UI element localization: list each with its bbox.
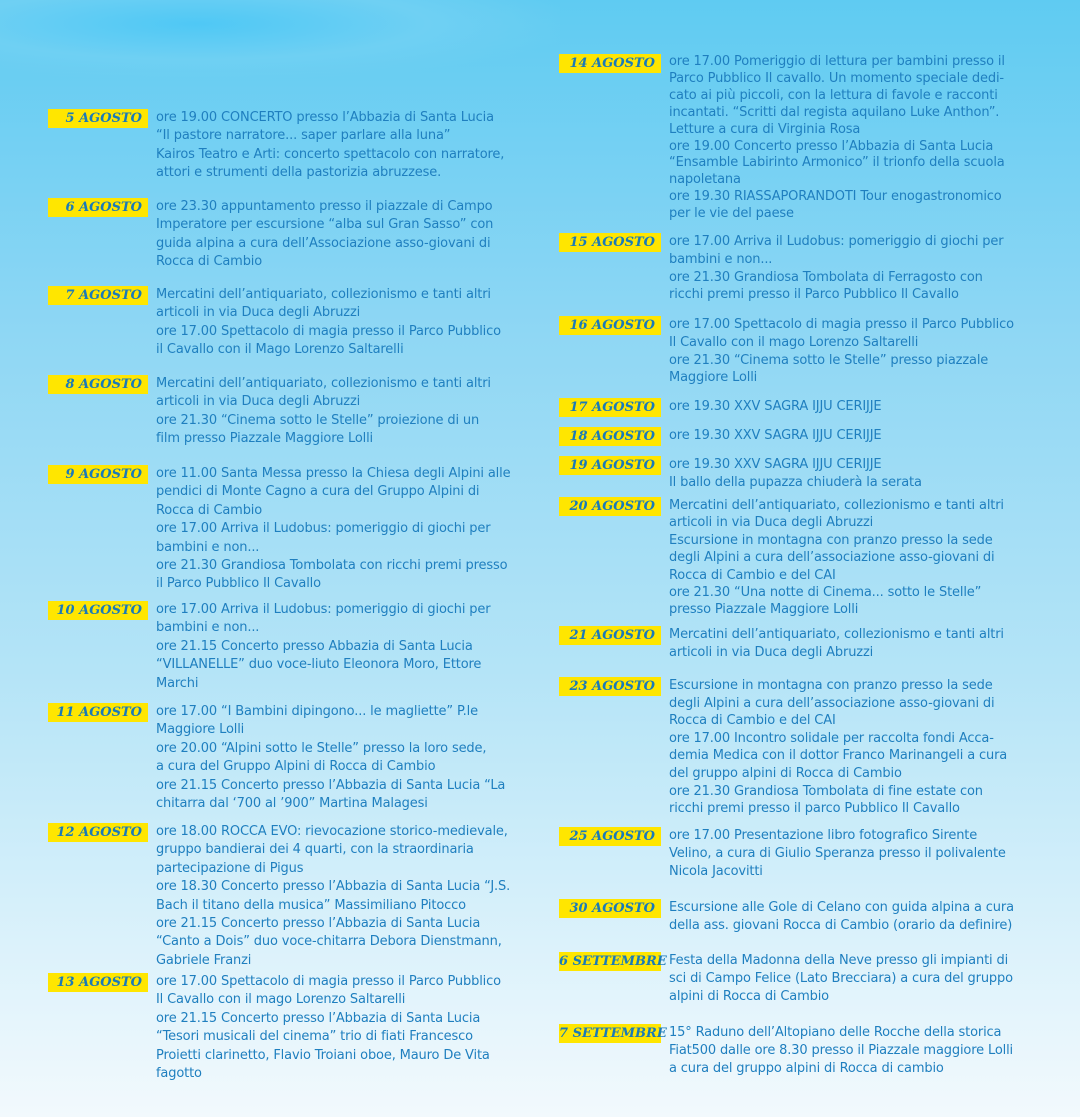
- event-description-line: ore 21.15 Concerto presso l’Abbazia di Santa Lucia “La: [156, 777, 506, 793]
- event-description-line: “Tesori musicali del cinema” trio di fiati Francesco: [156, 1029, 473, 1045]
- event-date-badge: 10 AGOSTO: [48, 601, 148, 620]
- event-date-badge: 15 AGOSTO: [559, 233, 661, 252]
- event-description-line: “VILLANELLE” duo voce-liuto Eleonora Moro, Ettore: [156, 657, 482, 673]
- event-description-line: Il ballo della pupazza chiuderà la serata: [669, 474, 922, 490]
- event-description-line: il Cavallo con il Mago Lorenzo Saltarelli: [156, 342, 404, 358]
- event-description-line: Imperatore per escursione “alba sul Gran Sasso” con: [156, 217, 494, 233]
- event-description: [156, 465, 510, 594]
- event-description-line: ore 19.00 CONCERTO presso l’Abbazia di Santa Lucia: [156, 110, 494, 125]
- event-date-badge: 11 AGOSTO: [48, 703, 148, 722]
- event-date-badge: 19 AGOSTO: [559, 456, 661, 475]
- event-date-badge: 20 AGOSTO: [559, 497, 661, 516]
- event-description-line: 15° Raduno dell’Altopiano delle Rocche della storica: [669, 1025, 1002, 1040]
- event-date-badge: 18 AGOSTO: [559, 427, 661, 446]
- event-date-badge: 21 AGOSTO: [559, 626, 661, 645]
- event-description-line: Festa della Madonna della Neve presso gli impianti di: [669, 953, 1009, 968]
- event-date-badge: 6 AGOSTO: [48, 198, 148, 217]
- event-description-line: ore 21.15 Concerto presso l’Abbazia di Santa Lucia: [156, 916, 481, 932]
- event-description-line: incantati. “Scritti dal regista aquilano Luke Anthon”.: [669, 104, 1000, 120]
- event-description-line: Gabriele Franzi: [156, 952, 252, 968]
- event-description-line: Fiat500 dalle ore 8.30 presso il Piazzale maggiore Lolli: [669, 1042, 1014, 1058]
- event-description-line: Rocca di Cambio: [156, 254, 263, 270]
- event-description-line: ore 21.30 Grandiosa Tombolata con ricchi premi presso: [156, 558, 508, 574]
- event-description: [156, 973, 501, 1083]
- event-description-line: ore 19.00 Concerto presso l’Abbazia di Santa Lucia: [669, 138, 994, 154]
- event-description-line: ore 19.30 RIASSAPORANDOTI Tour enogastronomico: [669, 189, 1002, 205]
- event-description-line: ore 17.00 “I Bambini dipingono... le magliette” P.le: [156, 704, 478, 719]
- event-date-badge: 5 AGOSTO: [48, 109, 148, 128]
- event-description-line: della ass. giovani Rocca di Cambio (orario da definire): [669, 917, 1013, 933]
- event-description-line: gruppo bandierai dei 4 quarti, con la straordinaria: [156, 842, 474, 858]
- event-description-line: articoli in via Duca degli Abruzzi: [669, 515, 874, 531]
- event-description-line: cato ai più piccoli, con la lettura di favole e racconti: [669, 87, 998, 103]
- event-description: [669, 497, 1004, 619]
- event-description-line: ore 17.00 Arriva il Ludobus: pomeriggio di giochi per: [669, 234, 1004, 249]
- event-description-line: Escursione in montagna con pranzo presso la sede: [669, 678, 993, 693]
- header-splash: [0, 0, 560, 80]
- event-description-line: Maggiore Lolli: [156, 722, 245, 738]
- event-description-line: Parco Pubblico Il cavallo. Un momento speciale dedi-: [669, 70, 1004, 86]
- event-description: [156, 286, 501, 360]
- event-description-line: bambini e non...: [156, 620, 260, 636]
- event-description-line: degli Alpini a cura dell’associazione asso-giovani di: [669, 550, 995, 566]
- event-description-line: a cura del Gruppo Alpini di Rocca di Cambio: [156, 759, 436, 775]
- event-description-line: ore 17.00 Spettacolo di magia presso il Parco Pubblico: [156, 974, 501, 989]
- event-description-line: Bach il titano della musica” Massimiliano Pitocco: [156, 897, 466, 913]
- event-description: [156, 375, 491, 449]
- event-description-line: presso Piazzale Maggiore Lolli: [669, 602, 859, 618]
- event-description: [669, 316, 1014, 387]
- event-description: [669, 54, 1005, 223]
- event-description: [669, 827, 1006, 880]
- event-date-badge: 9 AGOSTO: [48, 465, 148, 484]
- event-description-line: guida alpina a cura dell’Associazione asso-giovani di: [156, 235, 491, 251]
- event-description-line: sci di Campo Felice (Lato Brecciara) a cura del gruppo: [669, 970, 1013, 986]
- event-description-line: napoletana: [669, 172, 741, 188]
- event-description: [669, 899, 1014, 935]
- event-description-line: ore 19.30 XXV SAGRA IJJU CERIJJE: [669, 428, 882, 443]
- event-description-line: ore 17.00 Presentazione libro fotografico Sirente: [669, 828, 978, 843]
- event-description-line: bambini e non...: [156, 539, 260, 555]
- event-description-line: degli Alpini a cura dell’associazione asso-giovani di: [669, 695, 995, 711]
- event-description-line: ore 21.30 “Cinema sotto le Stelle” proiezione di un: [156, 412, 480, 428]
- event-description: [669, 952, 1013, 1005]
- event-date-badge: 7 AGOSTO: [48, 286, 148, 305]
- event-description: [669, 398, 881, 416]
- event-description-line: ore 17.00 Pomeriggio di lettura per bambini presso il: [669, 54, 1005, 69]
- event-date-badge: 8 AGOSTO: [48, 375, 148, 394]
- event-date-badge: 17 AGOSTO: [559, 398, 661, 417]
- event-date-badge: 12 AGOSTO: [48, 823, 148, 842]
- event-description: [669, 1024, 1013, 1077]
- event-description-line: il Parco Pubblico Il Cavallo: [156, 576, 321, 592]
- event-description-line: ore 21.30 Grandiosa Tombolata di fine estate con: [669, 783, 983, 799]
- event-description-line: Nicola Jacovitti: [669, 863, 763, 879]
- event-description-line: “Il pastore narratore... saper parlare alla luna”: [156, 128, 451, 144]
- event-description-line: ore 23.30 appuntamento presso il piazzale di Campo: [156, 199, 493, 214]
- event-description-line: fagotto: [156, 1066, 202, 1082]
- event-description: [156, 703, 505, 813]
- event-date-badge: 13 AGOSTO: [48, 973, 148, 992]
- event-description-line: Rocca di Cambio: [156, 502, 263, 518]
- event-description-line: articoli in via Duca degli Abruzzi: [156, 305, 361, 321]
- event-description-line: ricchi premi presso il parco Pubblico Il Cavallo: [669, 801, 960, 817]
- event-date-badge: 25 AGOSTO: [559, 827, 661, 846]
- event-description-line: ore 21.30 Grandiosa Tombolata di Ferragosto con: [669, 269, 983, 285]
- event-date-badge: 30 AGOSTO: [559, 899, 661, 918]
- event-description-line: ore 17.00 Spettacolo di magia presso il Parco Pubblico: [669, 317, 1014, 332]
- event-description-line: Escursione alle Gole di Celano con guida alpina a cura: [669, 900, 1014, 915]
- event-description-line: ore 21.30 “Cinema sotto le Stelle” presso piazzale: [669, 352, 989, 368]
- event-description: [156, 109, 504, 183]
- event-description-line: ricchi premi presso il Parco Pubblico Il Cavallo: [669, 287, 959, 303]
- event-description-line: ore 17.00 Arriva il Ludobus: pomeriggio di giochi per: [156, 602, 491, 617]
- event-description-line: Mercatini dell’antiquariato, collezionismo e tanti altri: [156, 287, 491, 302]
- event-date-badge: 14 AGOSTO: [559, 54, 661, 73]
- event-description-line: Escursione in montagna con pranzo presso la sede: [669, 532, 993, 548]
- event-description-line: Mercatini dell’antiquariato, collezionismo e tanti altri: [156, 376, 491, 391]
- event-description-line: Mercatini dell’antiquariato, collezionismo e tanti altri: [669, 498, 1004, 513]
- event-description-line: Mercatini dell’antiquariato, collezionismo e tanti altri: [669, 627, 1004, 642]
- event-description: [669, 456, 922, 492]
- event-description-line: articoli in via Duca degli Abruzzi: [156, 394, 361, 410]
- event-description-line: articoli in via Duca degli Abruzzi: [669, 644, 874, 660]
- event-description-line: Il Cavallo con il mago Lorenzo Saltarelli: [669, 334, 919, 350]
- event-description-line: chitarra dal ‘700 al ’900” Martina Malagesi: [156, 796, 428, 812]
- event-description-line: ore 20.00 “Alpini sotto le Stelle” presso la loro sede,: [156, 740, 487, 756]
- event-description-line: per le vie del paese: [669, 206, 794, 222]
- event-description-line: pendici di Monte Cagno a cura del Gruppo Alpini di: [156, 484, 480, 500]
- event-description: [669, 626, 1004, 662]
- event-description-line: demia Medica con il dottor Franco Marinangeli a cura: [669, 748, 1008, 764]
- event-date-badge: 23 AGOSTO: [559, 677, 661, 696]
- event-date-badge: 7 SETTEMBRE: [559, 1026, 667, 1041]
- event-description-line: ore 19.30 XXV SAGRA IJJU CERIJJE: [669, 399, 882, 414]
- event-date-badge: 6 SETTEMBRE: [559, 954, 667, 969]
- event-description-line: “Ensamble Labirinto Armonico” il trionfo della scuola: [669, 155, 1005, 171]
- event-description-line: ore 17.00 Spettacolo di magia presso il Parco Pubblico: [156, 323, 501, 339]
- event-description-line: film presso Piazzale Maggiore Lolli: [156, 431, 374, 447]
- event-description-line: ore 18.30 Concerto presso l’Abbazia di Santa Lucia “J.S.: [156, 879, 511, 895]
- event-description-line: Il Cavallo con il mago Lorenzo Saltarelli: [156, 992, 406, 1008]
- event-description-line: ore 21.15 Concerto presso Abbazia di Santa Lucia: [156, 638, 473, 654]
- event-description-line: ore 11.00 Santa Messa presso la Chiesa degli Alpini alle: [156, 466, 511, 481]
- event-description-line: a cura del gruppo alpini di Rocca di cambio: [669, 1060, 944, 1076]
- event-description-line: partecipazione di Pigus: [156, 860, 304, 876]
- event-description-line: Rocca di Cambio e del CAI: [669, 567, 836, 583]
- event-description-line: attori e strumenti della pastorizia abruzzese.: [156, 165, 442, 181]
- event-description-line: ore 21.15 Concerto presso l’Abbazia di Santa Lucia: [156, 1010, 481, 1026]
- event-description-line: ore 21.30 “Una notte di Cinema... sotto le Stelle”: [669, 585, 982, 601]
- event-description-line: bambini e non...: [669, 251, 773, 267]
- event-description: [156, 198, 493, 272]
- event-description-line: Marchi: [156, 675, 199, 691]
- event-description-line: del gruppo alpini di Rocca di Cambio: [669, 765, 902, 781]
- event-description-line: ore 17.00 Arriva il Ludobus: pomeriggio di giochi per: [156, 521, 491, 537]
- event-description-line: Kairos Teatro e Arti: concerto spettacolo con narratore,: [156, 146, 505, 162]
- event-description-line: Proietti clarinetto, Flavio Troiani oboe, Mauro De Vita: [156, 1047, 490, 1063]
- event-description: [669, 233, 1003, 304]
- event-description-line: ore 17.00 Incontro solidale per raccolta fondi Acca-: [669, 730, 994, 746]
- event-description-line: Velino, a cura di Giulio Speranza presso il polivalente: [669, 845, 1006, 861]
- event-description-line: ore 18.00 ROCCA EVO: rievocazione storico-medievale,: [156, 824, 508, 839]
- event-date-badge: 16 AGOSTO: [559, 316, 661, 335]
- event-description-line: Letture a cura di Virginia Rosa: [669, 121, 861, 137]
- event-description: [156, 601, 490, 693]
- event-description-line: “Canto a Dois” duo voce-chitarra Debora Dienstmann,: [156, 934, 502, 950]
- event-description: [669, 427, 881, 445]
- event-description-line: Maggiore Lolli: [669, 370, 758, 386]
- event-description-line: alpini di Rocca di Cambio: [669, 988, 829, 1004]
- event-description-line: Rocca di Cambio e del CAI: [669, 713, 836, 729]
- event-description: [156, 823, 510, 970]
- event-description-line: ore 19.30 XXV SAGRA IJJU CERIJJE: [669, 457, 882, 472]
- event-description: [669, 677, 1007, 818]
